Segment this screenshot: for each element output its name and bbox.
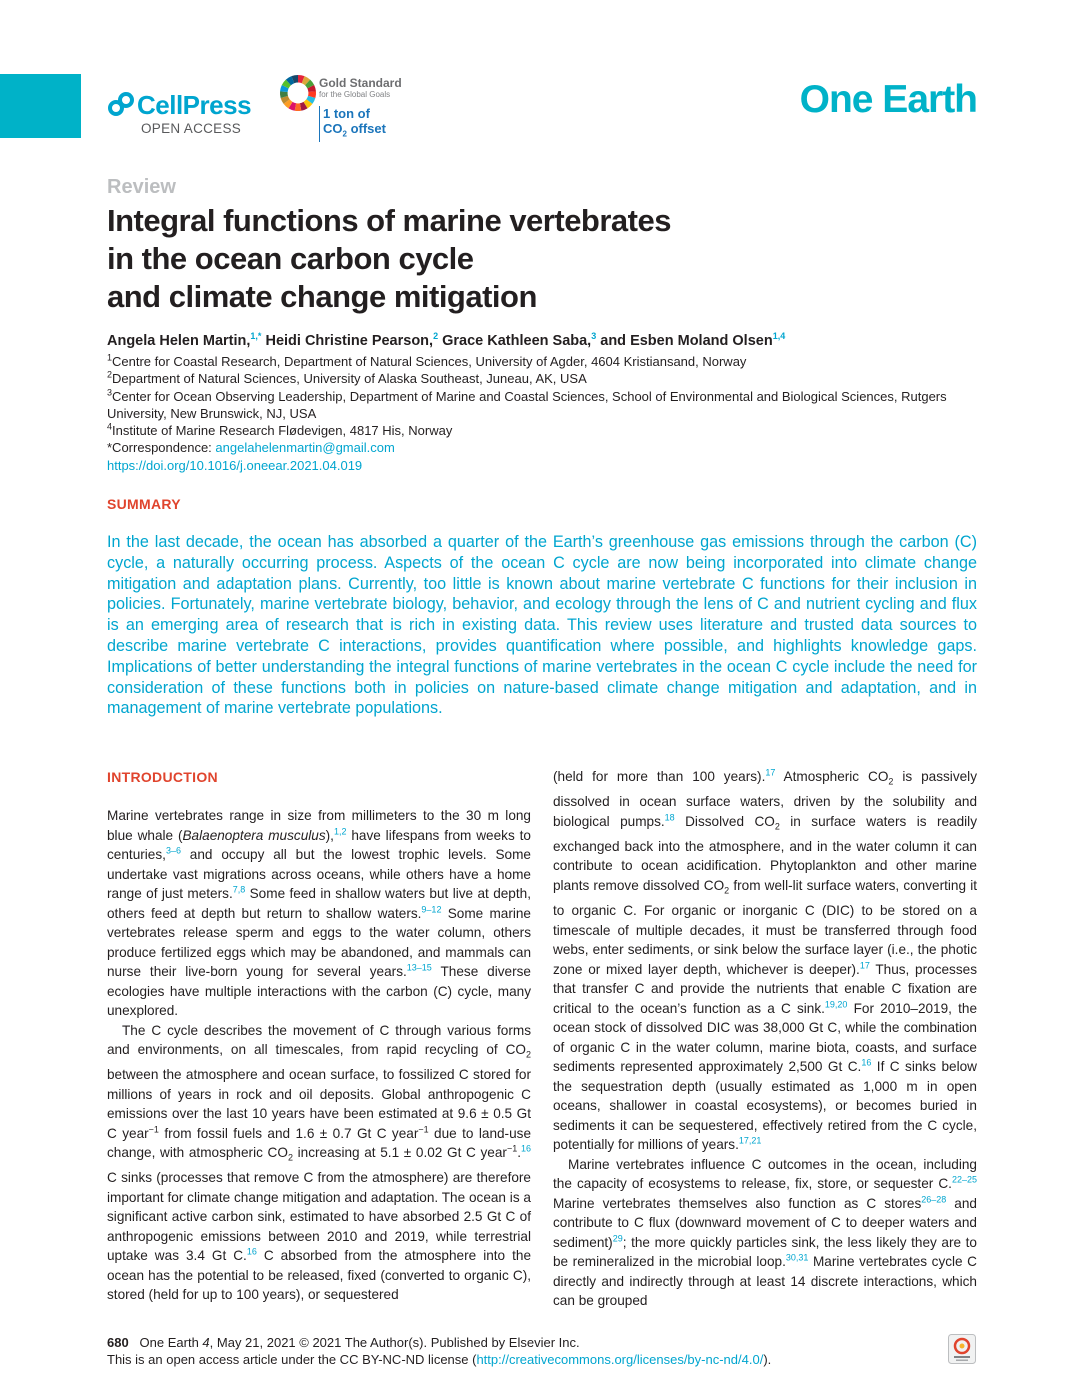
affiliation-number: 4 <box>107 421 113 432</box>
title-line: and climate change mitigation <box>107 279 537 314</box>
subscript: 2 <box>888 776 894 787</box>
gold-standard-subtitle: for the Global Goals <box>319 90 391 99</box>
text-run: (held for more than 100 years). <box>553 769 766 784</box>
text-run: Some marine vertebrates release sperm and eggs to the water column, others produce fertilized eggs which may be abandoned, and mammals can nurse their live-born young for several years. <box>107 905 531 979</box>
affiliation <box>107 422 987 439</box>
affiliation-number: 2 <box>107 369 113 380</box>
teal-accent-bar <box>0 74 81 138</box>
exponent: −1 <box>148 1124 159 1135</box>
subscript: 2 <box>774 821 780 832</box>
body-column-left <box>107 806 531 1305</box>
reference-link[interactable]: 13–15 <box>406 962 432 973</box>
reference-link[interactable]: 1,2 <box>333 825 347 836</box>
license-link[interactable]: http://creativecommons.org/licenses/by-nc-nd/4.0/ <box>476 1352 764 1367</box>
affiliation <box>107 353 987 370</box>
offset-text: offset <box>346 121 386 136</box>
cellpress-mark-icon <box>107 91 135 119</box>
affiliation-number: 1 <box>107 352 113 363</box>
affiliation-text: Department of Natural Sciences, University of Alaska Southeast, Juneau, AK, USA <box>112 371 587 387</box>
co2-subscript: 2 <box>342 129 347 139</box>
subscript: 2 <box>287 1152 293 1163</box>
offset-line-1: 1 ton of <box>319 106 370 121</box>
check-for-updates-icon[interactable] <box>948 1334 976 1364</box>
text-run: C sinks (processes that remove C from the atmosphere) are therefore important for climate change mitigation and adaptation. The ocean is a significant active carbon sink, estimated to have absorbed 2.5 Gt C of anthropogenic emissions between 2010 and 2019, while terrestrial uptake was 3.4 Gt C. <box>107 1170 531 1264</box>
summary-heading: SUMMARY <box>107 496 181 512</box>
text-run: For 2010–2019, the ocean stock of dissolved DIC was 38,000 Gt C, while the combination of organic C in the water column, marine biota, coasts, and surface sediments represented approximately 2,500 Gt C. <box>553 1000 978 1075</box>
text-run: Some feed in shallow waters but live at depth, others feed at depth but return to shallow waters. <box>107 886 531 921</box>
text-run: have lifespans from weeks to centuries, <box>107 827 531 862</box>
reference-link[interactable]: 16 <box>246 1246 257 1257</box>
body-column-right <box>553 767 977 1311</box>
footer-publication: , May 21, 2021 © 2021 The Author(s). Published by Elsevier Inc. <box>209 1335 580 1350</box>
affiliation-number: 3 <box>107 387 113 398</box>
correspondence-email-link[interactable]: angelahelenmartin@gmail.com <box>215 440 395 456</box>
text-run: from fossil fuels and 1.6 ± 0.7 Gt C year <box>158 1125 419 1141</box>
footer-citation <box>107 1334 771 1351</box>
page-footer <box>107 1334 771 1368</box>
publisher-name: CellPress <box>137 90 252 120</box>
author-name: and Esben Moland Olsen <box>596 333 773 349</box>
text-run: is passively dissolved in ocean surface waters, driven by the solubility and biological pumps. <box>553 769 977 829</box>
gold-standard-title: Gold Standard <box>319 76 402 90</box>
affiliations <box>107 353 987 474</box>
journal-name: One Earth <box>799 78 977 121</box>
reference-link[interactable]: 9–12 <box>421 903 442 914</box>
affiliation <box>107 388 987 423</box>
reference-link[interactable]: 16 <box>520 1143 531 1154</box>
text-run: These diverse ecologies have multiple interactions with the carbon (C) cycle, many unexplored. <box>107 964 531 1018</box>
subscript: 2 <box>724 885 730 896</box>
article-title <box>107 202 867 316</box>
reference-link[interactable]: 17 <box>859 960 870 971</box>
text-run: If C sinks below the sequestration depth (usually estimated as 1,000 m in open oceans, shallower in coastal ecosystems), or becomes buried in sediments it can be sequestered, effectively retired from the C cycle, potentially for millions of years. <box>553 1059 977 1153</box>
reference-link[interactable]: 19,20 <box>824 999 848 1010</box>
correspondence <box>107 439 987 456</box>
text-run: Atmospheric CO <box>775 769 889 784</box>
paragraph <box>107 1021 531 1305</box>
text-run: Dissolved CO <box>674 813 775 829</box>
gold-standard-badge <box>279 74 459 138</box>
footer-license <box>107 1351 771 1368</box>
reference-link[interactable]: 17 <box>765 767 776 778</box>
text-run: from well-lit surface waters, converting it to organic C. For organic or inorganic C (DIC) to be stored on a timescale of multiple decades, it must be transferred through food webs, enter sediments, or sink below the surface layer (i.e., the photic zone or mixed layer depth, whichever is deeper). <box>553 877 977 977</box>
sdg-wheel-icon <box>279 74 317 112</box>
open-access-label: OPEN ACCESS <box>141 121 242 136</box>
affiliation-text: Institute of Marine Research Flødevigen, 4817 His, Norway <box>112 423 453 439</box>
exponent: −1 <box>506 1143 518 1154</box>
text-run: Marine vertebrates influence C outcomes in the ocean, including the capacity of ecosystems to release, fix, store, or sequester C. <box>553 1156 977 1192</box>
affiliation-text: Center for Ocean Observing Leadership, Department of Marine and Coastal Sciences, School of Environmental and Biological Sciences, Rutgers University, New Brunswick, NJ, USA <box>107 388 947 421</box>
text-run: The C cycle describes the movement of C through various forms and environments, on all timescales, from rapid recycling of CO <box>107 1022 531 1057</box>
author-affiliation-ref[interactable]: 2 <box>433 331 439 342</box>
cellpress-logo <box>107 89 267 137</box>
reference-link[interactable]: 18 <box>664 812 675 823</box>
italic-term: Balaenoptera musculus <box>182 827 326 843</box>
text-run: and occupy all but the lowest trophic levels. Some undertake vast migrations across oceans, while others have a home range of just meters. <box>107 847 531 901</box>
text-run: Thus, processes that transfer C and provide the nutrients that enable C fixation are critical to the ocean’s function as a C sink. <box>553 961 978 1016</box>
text-run: . <box>517 1145 521 1161</box>
doi-link[interactable]: https://doi.org/10.1016/j.oneear.2021.04.019 <box>107 457 363 473</box>
text-run: and contribute to C flux (downward movement of C to deeper waters and sediment) <box>553 1195 977 1250</box>
reference-link[interactable]: 16 <box>861 1057 872 1068</box>
reference-link[interactable]: 26–28 <box>921 1194 947 1205</box>
exponent: −1 <box>418 1124 429 1135</box>
article-type: Review <box>107 176 176 198</box>
page-number: 680 <box>107 1335 129 1350</box>
text-run: increasing at 5.1 ± 0.02 Gt C year <box>292 1145 507 1161</box>
paragraph <box>107 806 531 1021</box>
author-list <box>107 333 785 349</box>
paragraph <box>553 767 977 1155</box>
footer-journal: One Earth <box>139 1335 203 1350</box>
text-run: ), <box>325 827 334 843</box>
reference-link[interactable]: 3–6 <box>165 845 181 856</box>
paragraph <box>553 1155 977 1311</box>
correspondence-label: *Correspondence: <box>107 440 216 456</box>
text-run: in surface waters is readily exchanged back into the atmosphere, and in the water column it can contribute to ocean acidification. Phytoplankton and other marine plants remove dissolved CO <box>553 813 977 893</box>
introduction-heading: INTRODUCTION <box>107 769 218 785</box>
text-run: C absorbed from the atmosphere into the ocean has the potential to be released, fixed (converted to organic C), stored (held for up to 100 years), or sequestered <box>107 1248 532 1303</box>
text-run: due to land-use change, with atmospheric CO <box>107 1125 532 1161</box>
author-name: Angela Helen Martin, <box>107 333 251 349</box>
author-name: Grace Kathleen Saba, <box>438 333 592 349</box>
offset-line-2 <box>319 121 386 142</box>
reference-link[interactable]: 29 <box>612 1233 623 1244</box>
reference-link[interactable]: 7,8 <box>232 884 246 895</box>
license-text-end: ). <box>763 1352 772 1367</box>
text-run: Marine vertebrates themselves also function as C stores <box>553 1195 922 1211</box>
reference-link[interactable]: 22–25 <box>951 1174 977 1185</box>
affiliation <box>107 370 987 387</box>
affiliation-text: Centre for Coastal Research, Department of Natural Sciences, University of Agder, 4604 Kristiansand, Norway <box>112 354 747 369</box>
author-affiliation-ref[interactable]: 1,* <box>250 331 262 342</box>
text-run: Marine vertebrates range in size from millimeters to the 30 m long blue whale ( <box>107 808 531 843</box>
author-name: Heidi Christine Pearson, <box>261 333 434 349</box>
text-run: Marine vertebrates cycle C directly and indirectly through at least 14 discrete interactions, which can be grouped <box>553 1254 977 1309</box>
subscript: 2 <box>525 1049 531 1060</box>
license-text: This is an open access article under the CC BY-NC-ND license ( <box>107 1352 477 1367</box>
author-affiliation-ref[interactable]: 3 <box>591 331 597 342</box>
author-affiliation-ref[interactable]: 1,4 <box>772 331 786 342</box>
title-line: Integral functions of marine vertebrates <box>107 203 671 238</box>
reference-link[interactable]: 17,21 <box>738 1135 762 1146</box>
footer-volume: 4 <box>202 1335 210 1350</box>
title-line: in the ocean carbon cycle <box>107 241 474 276</box>
co2-text: CO <box>323 121 343 136</box>
summary-text: In the last decade, the ocean has absorbed a quarter of the Earth’s greenhouse gas emissions through the carbon (C) cycle, a naturally occurring process. Aspects of the ocean C cycle are now being incorporated into climate change mitigation and adaptation plans. Currently, too little is known about marine vertebrate C functions for their inclusion in policies. Fortunately, marine vertebrate biology, behavior, and ecology through the lens of C and nutrient cycling and flux is an emerging area of research that is rich in existing data. This review uses literature and trusted data sources to describe marine vertebrate C interactions, provides quantification where possible, and highlights knowledge gaps. Implications of better understanding the integral functions of marine vertebrates in the ocean C cycle include the need for consideration of these functions both in policies on nature-based climate change mitigation and adaptation, and in management of marine vertebrate populations. <box>107 533 977 718</box>
text-run: between the atmosphere and ocean surface, to fossilized C stored for millions of years in rock and oil deposits. Global anthropogenic C emissions over the last 10 years have been estimated at 9.6 ± 0.5 Gt C year <box>107 1067 531 1141</box>
text-run: ; the more quickly particles sink, the less likely they are to be remineralized in the microbial loop. <box>553 1234 977 1270</box>
reference-link[interactable]: 30,31 <box>785 1252 809 1263</box>
